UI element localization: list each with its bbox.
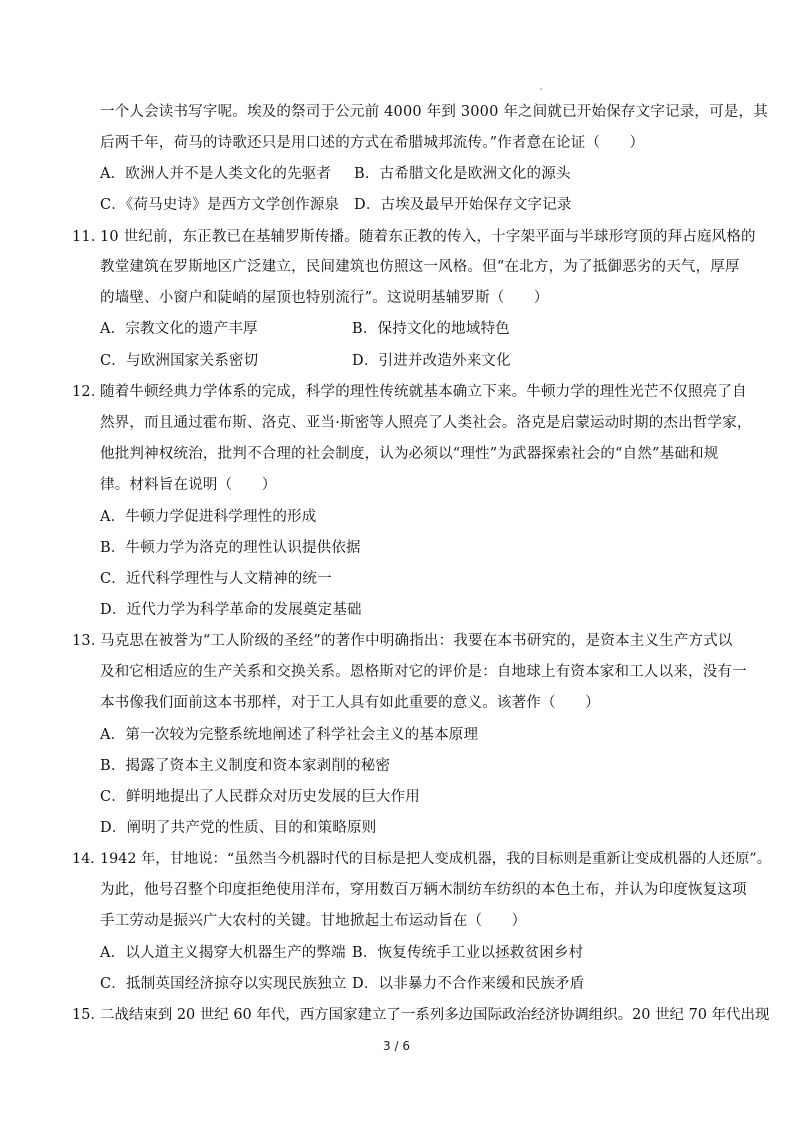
q14-option-a[interactable]: A．以人道主义揭穿大机器生产的弊端 (100, 945, 346, 961)
q11-option-c[interactable]: C．与欧洲国家关系密切 (100, 353, 259, 369)
q14-stem-1: 1942 年，甘地说：“虽然当今机器时代的目标是把人变成机器，我的目标则是重新让变成机器的人还原”。 (100, 851, 772, 867)
scan-dot (540, 88, 542, 90)
q13-line-2: 及和它相适应的生产关系和交换关系。恩格斯对它的评价是：自地球上有资本家和工人以来，没有一 (100, 664, 747, 680)
q15-stem-1: 二战结束到 20 世纪 60 年代，西方国家建立了一系列多边国际政治经济协调组织。20 世纪 70 年代出现 (100, 1007, 770, 1023)
q12-stem-1: 随着牛顿经典力学体系的完成，科学的理性传统就基本确立下来。牛顿力学的理性光芒不仅照亮了自 (100, 384, 747, 400)
q12-option-b[interactable]: B．牛顿力学为洛克的理性认识提供依据 (100, 540, 361, 556)
q11-option-d[interactable]: D．引进并改造外来文化 (352, 353, 511, 369)
q14-number: 14． (72, 851, 105, 867)
q10-option-a[interactable]: A．欧洲人并不是人类文化的先驱者 (100, 166, 332, 182)
q10-option-c[interactable]: C．《荷马史诗》是西方文学创作源泉 (100, 197, 340, 213)
q14-line-3: 手工劳动是振兴广大农村的关键。甘地掀起土布运动旨在（ ） (100, 913, 527, 929)
q14-option-d[interactable]: D．以非暴力不合作来缓和民族矛盾 (352, 976, 585, 992)
q12-option-d[interactable]: D．近代力学为科学革命的发展奠定基础 (100, 602, 362, 618)
q14-option-b[interactable]: B．恢复传统手工业以拯救贫困乡村 (352, 945, 584, 961)
q11-option-a[interactable]: A．宗教文化的遗产丰厚 (100, 321, 258, 337)
q11-option-b[interactable]: B．保持文化的地域特色 (352, 321, 510, 337)
q12-number: 12． (72, 384, 106, 400)
q14-option-c[interactable]: C．抵制英国经济掠夺以实现民族独立 (100, 976, 347, 992)
q10-line-1: 一个人会读书写字呢。埃及的祭司于公元前 4000 年到 3000 年之间就已开始保存文字记录，可是，其 (100, 104, 768, 120)
q12-line-2: 然界，而且通过霍布斯、洛克、亚当·斯密等人照亮了人类社会。洛克是启蒙运动时期的杰出哲学家， (100, 415, 752, 431)
q13-option-a[interactable]: A．第一次较为完整系统地阐述了科学社会主义的基本原理 (100, 727, 479, 743)
q13-option-d[interactable]: D．阐明了共产党的性质、目的和策略原则 (100, 820, 377, 836)
q11-stem-1: 10 世纪前，东正教已在基辅罗斯传播。随着东正教的传入，十字架平面与半球形穹顶的拜占庭风格的 (100, 229, 756, 245)
q11-line-2: 教堂建筑在罗斯地区广泛建立，民间建筑也仿照这一风格。但“在北方，为了抵御恶劣的天气，厚厚 (100, 259, 740, 275)
page-number: 3 / 6 (383, 1039, 410, 1053)
q13-stem-1: 马克思在被誉为“工人阶级的圣经”的著作中明确指出：我要在本书研究的，是资本主义生产方式以 (100, 633, 733, 649)
q13-option-b[interactable]: B．揭露了资本主义制度和资本家剥削的秘密 (100, 758, 391, 774)
q10-line-2: 后两千年，荷马的诗歌还只是用口述的方式在希腊城邦流传。”作者意在论证（ ） (100, 135, 645, 151)
q13-number: 13． (72, 633, 106, 649)
q13-line-3: 本书像我们面前这本书那样，对于工人具有如此重要的意义。该著作（ ） (100, 695, 600, 711)
q13-option-c[interactable]: C．鲜明地提出了人民群众对历史发展的巨大作用 (100, 789, 420, 805)
q10-option-b[interactable]: B．古希腊文化是欧洲文化的源头 (354, 166, 571, 182)
q12-option-c[interactable]: C．近代科学理性与人文精神的统一 (100, 571, 332, 587)
q12-line-4: 律。材料旨在说明（ ） (100, 477, 277, 493)
q10-option-d[interactable]: D．古埃及最早开始保存文字记录 (354, 197, 572, 213)
q14-line-2: 为此，他号召整个印度拒绝使用洋布，穿用数百万辆木制纺车纺织的本色土布，并认为印度恢复这项 (100, 882, 747, 898)
q11-number: 11． (72, 229, 106, 245)
q15-number: 15． (72, 1007, 105, 1023)
q12-line-3: 他批判神权统治，批判不合理的社会制度，认为必须以“理性”为武器探索社会的“自然”基础和规 (100, 446, 719, 462)
q12-option-a[interactable]: A．牛顿力学促进科学理性的形成 (100, 509, 317, 525)
q11-line-3: 的墙壁、小窗户和陡峭的屋顶也特别流行”。这说明基辅罗斯（ ） (100, 290, 549, 306)
